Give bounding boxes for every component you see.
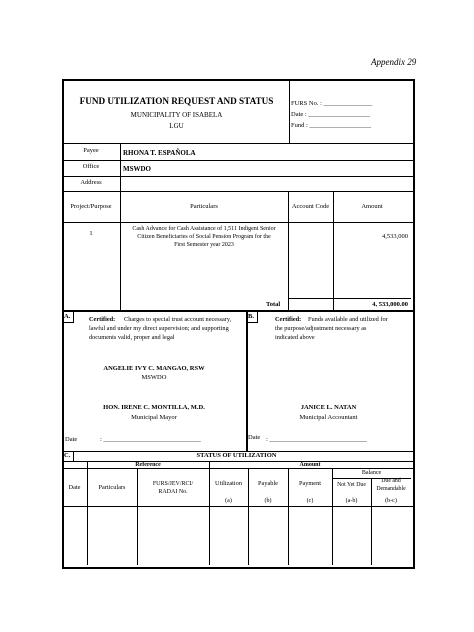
section-a-label: A. xyxy=(64,313,71,320)
col-code-c: (c) xyxy=(306,498,314,504)
section-b-text: Funds available and utilized for xyxy=(308,316,388,323)
office-label: Office xyxy=(82,163,100,170)
status-of-utilization-title: STATUS OF UTILIZATION xyxy=(196,452,277,459)
appendix-label: Appendix 29 xyxy=(371,57,417,67)
row-amount: 4,533,000 xyxy=(382,233,408,240)
office-value: MSWDO xyxy=(123,165,151,173)
row-particulars-line: Cash Advance for Cash Assistance of 1,511 Indigent Senior xyxy=(132,226,276,232)
fund-field: Fund : ___________________ xyxy=(291,122,372,129)
col-date: Date xyxy=(68,484,81,491)
section-divider xyxy=(246,310,248,451)
accountant-signatory-name: JANICE L. NATAN xyxy=(300,404,357,411)
col-divider xyxy=(87,461,88,565)
form-title: FUND UTILIZATION REQUEST AND STATUS xyxy=(79,96,274,106)
mswdo-signatory-title: MSWDO xyxy=(141,374,167,381)
col-not-yet-due: Not Yet Due xyxy=(337,482,366,488)
row-project-number: 1 xyxy=(89,230,93,237)
mayor-signatory-title: Municipal Mayor xyxy=(131,414,177,421)
date-field: Date : ___________________ xyxy=(291,111,371,118)
section-a-text: lawful and under my direct supervision; and supporting xyxy=(89,325,229,332)
col-utilization: Utilization xyxy=(215,480,242,487)
reference-group-header: Reference xyxy=(135,462,161,468)
section-a-text: documents valid, proper and legal xyxy=(89,334,175,341)
rule xyxy=(62,310,413,312)
balance-header: Balance xyxy=(361,470,382,476)
mayor-signatory-name: HON. IRENE C. MONTILLA, M.D. xyxy=(103,404,205,411)
col-code-bc: (b-c) xyxy=(385,498,397,504)
col-account-code: Account Code xyxy=(291,203,330,210)
lgu-label: LGU xyxy=(169,122,184,130)
section-b-date-label: Date xyxy=(248,434,261,441)
accountant-signatory-title: Municipal Accountant xyxy=(299,414,358,421)
info-divider xyxy=(120,143,121,191)
header-divider xyxy=(289,79,290,143)
section-a-text: Charges to special trust account necessary, xyxy=(124,316,232,323)
section-a-date-line: : ______________________________ xyxy=(100,436,201,443)
rule xyxy=(62,143,413,144)
section-c-label: C. xyxy=(64,452,71,459)
col-furs-ref: RADAI No. xyxy=(158,489,188,495)
section-b-label: B. xyxy=(248,313,254,320)
col-due-demandable: Demandable xyxy=(376,486,406,492)
payee-value: RHONA T. ESPAÑOLA xyxy=(123,149,196,157)
section-b-certified: Certified: xyxy=(275,316,302,323)
col-furs-ref: FURS/JEV/RCI/ xyxy=(152,481,194,487)
rule xyxy=(62,506,413,507)
rule xyxy=(62,222,413,223)
section-b-date-line: : ______________________________ xyxy=(266,436,367,443)
rule xyxy=(62,160,413,161)
municipality-label: MUNICIPALITY OF ISABELA xyxy=(130,111,223,119)
col-code-b: (b) xyxy=(264,498,272,504)
section-b-text: the purpose/adjustment necessary as xyxy=(275,325,367,332)
mswdo-signatory-name: ANGELIE IVY C. MANGAO, RSW xyxy=(103,365,205,372)
col-due-demandable: Due and xyxy=(381,478,401,484)
rule xyxy=(62,191,413,192)
furs-no-field: FURS No. : _______________ xyxy=(291,100,373,107)
row-particulars-line: Citizen Beneficiaries of Social Pension Program for the xyxy=(137,234,271,240)
section-b-text: indicated above xyxy=(275,334,315,341)
col-particulars: Particulars xyxy=(98,484,126,491)
rule xyxy=(62,176,413,177)
row-particulars-line: First Semester year 2023 xyxy=(174,242,234,248)
col-particulars: Particulars xyxy=(190,203,218,210)
rule xyxy=(62,468,413,469)
amount-group-header: Amount xyxy=(299,462,321,468)
col-divider xyxy=(209,461,210,565)
section-a-date-label: Date xyxy=(65,436,78,443)
col-payment: Payment xyxy=(298,480,322,487)
col-code-ab: (a-b) xyxy=(345,498,358,504)
col-payable: Payable xyxy=(258,480,278,487)
col-amount: Amount xyxy=(361,203,383,210)
total-label: Total xyxy=(266,301,281,308)
payee-label: Payee xyxy=(83,147,99,154)
total-value: 4, 533,000.00 xyxy=(372,301,408,308)
rule xyxy=(288,298,411,299)
col-project-purpose: Project/Purpose xyxy=(70,203,112,210)
address-label: Address xyxy=(80,179,102,186)
section-a-certified: Certified: xyxy=(89,316,116,323)
col-code-a: (a) xyxy=(225,498,232,504)
